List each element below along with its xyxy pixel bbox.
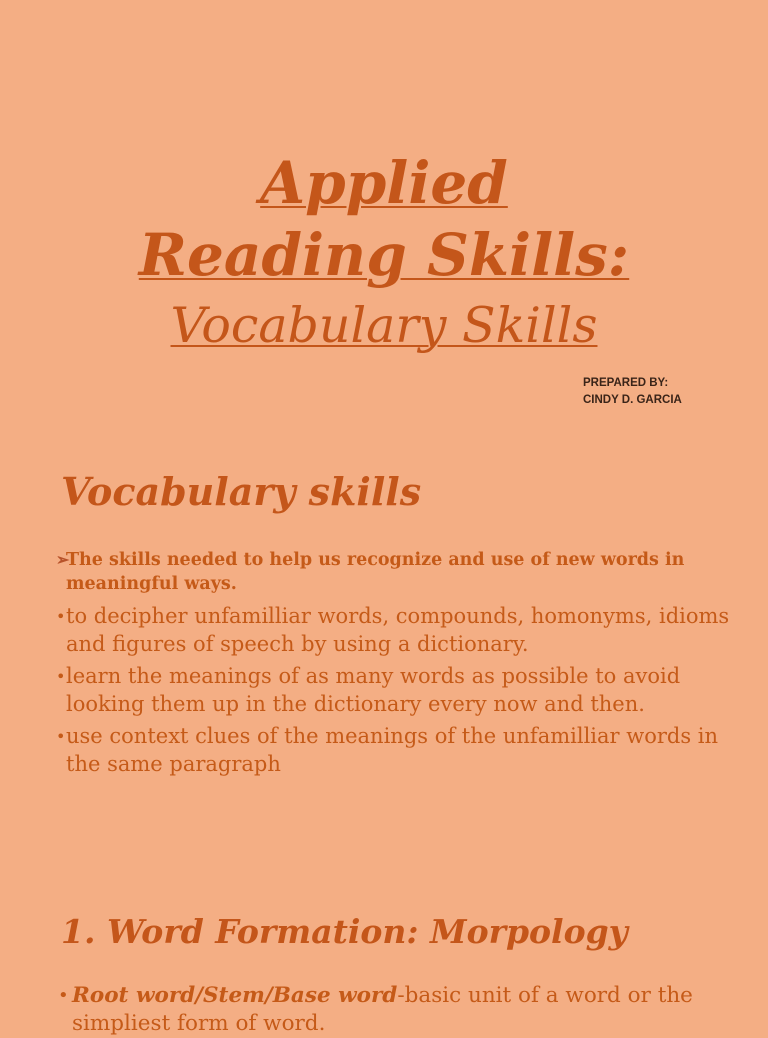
arrow-bullet-icon: ➢	[56, 550, 70, 569]
title-line-2: Reading Skills:	[138, 221, 630, 289]
lead-text: The skills needed to help us recognize and use of new words in meaningful ways.	[66, 550, 685, 594]
title-line-1: Applied	[260, 149, 508, 217]
vocabulary-bullet-list	[56, 548, 746, 782]
bullet-dot-icon: •	[58, 985, 69, 1006]
list-item	[56, 722, 746, 778]
section-heading-vocabulary: Vocabulary skills	[61, 469, 422, 514]
author-name: CINDY D. GARCIA	[583, 394, 682, 406]
list-item-lead	[56, 548, 746, 596]
root-word-definition	[58, 982, 762, 1038]
bullet-dot-icon: •	[56, 727, 66, 746]
author-block	[583, 375, 682, 409]
list-item-text: to decipher unfamilliar words, compounds, homonyms, idioms and figures of speech by using a dictionary.	[66, 604, 730, 656]
list-item	[56, 602, 746, 658]
subtitle: Vocabulary Skills	[170, 297, 598, 354]
list-item-text: use context clues of the meanings of the unfamilliar words in the same paragraph	[66, 724, 719, 776]
section-heading-word-formation: 1. Word Formation: Morpology	[61, 912, 628, 951]
root-word-term: Root word/Stem/Base word	[72, 983, 398, 1008]
bullet-dot-icon: •	[56, 667, 66, 686]
list-item	[56, 662, 746, 718]
prepared-by-label: PREPARED BY:	[583, 377, 669, 389]
list-item-text: learn the meanings of as many words as possible to avoid looking them up in the dictionary every now and then.	[66, 664, 681, 716]
bullet-dot-icon: •	[56, 607, 66, 626]
root-word-description: -basic unit of a word or the simpliest form of word.	[72, 983, 693, 1036]
